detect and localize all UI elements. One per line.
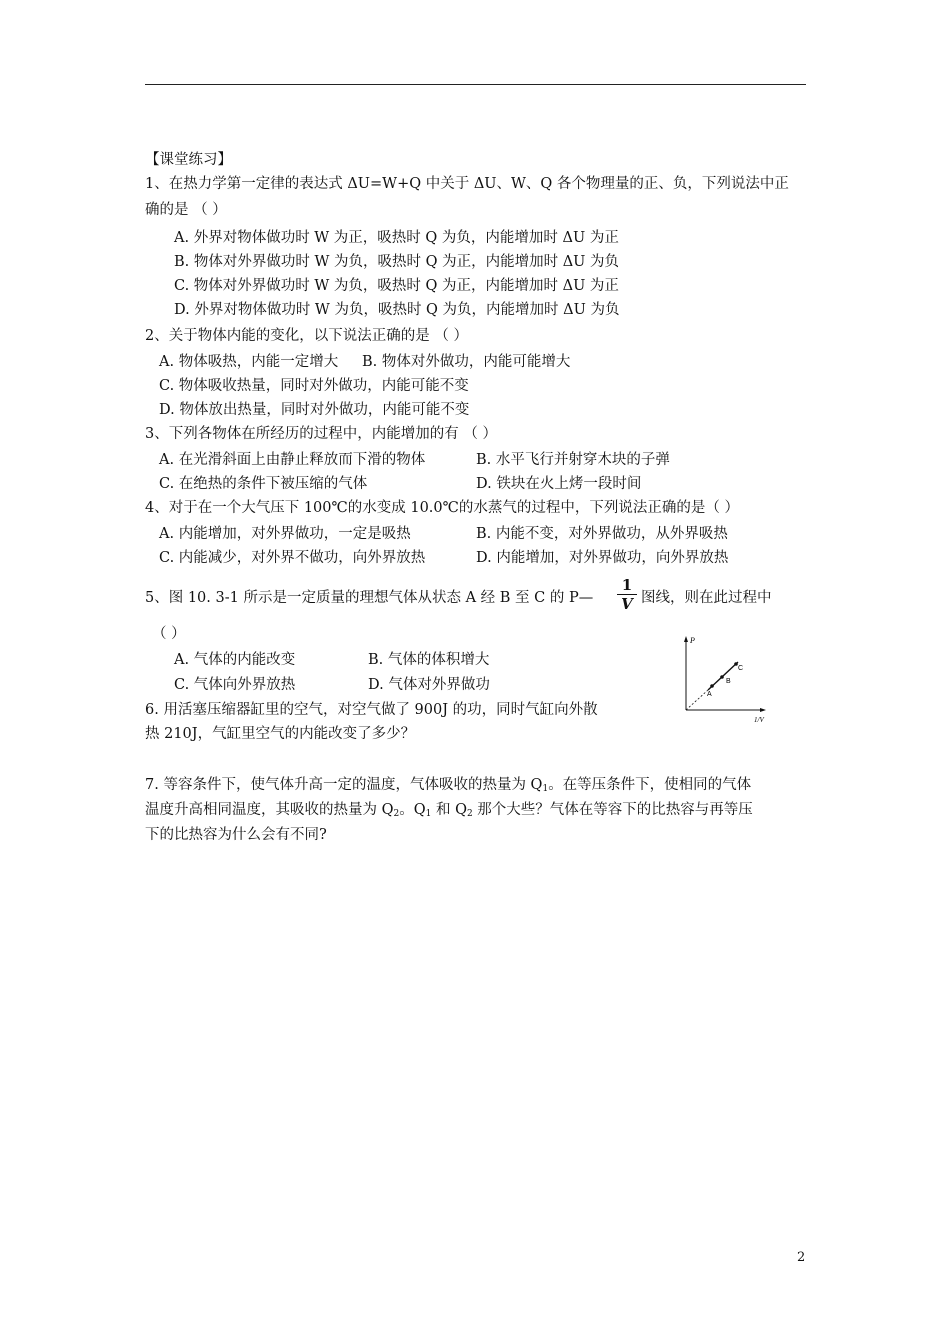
q5-option-a: A. 气体的内能改变: [174, 652, 296, 668]
q7-line3: 下的比热容为什么会有不同?: [145, 827, 327, 843]
q1-stem-line2: 确的是 （ ）: [145, 202, 227, 218]
q5-stem-after: 图线，则在此过程中: [641, 590, 772, 606]
section-title: 【课堂练习】: [145, 152, 232, 168]
q2-option-a: A. 物体吸热，内能一定增大: [159, 354, 339, 370]
fraction-numerator: 1: [617, 576, 637, 595]
q5-option-c: C. 气体向外界放热: [174, 677, 296, 693]
q2-option-b: B. 物体对外做功，内能可能增大: [362, 354, 571, 370]
x-axis-arrow: [760, 708, 766, 712]
point-b-label: B: [726, 678, 731, 685]
q2-stem: 2、关于物体内能的变化，以下说法正确的是 （ ）: [145, 328, 468, 344]
x-axis-label: 1/V: [754, 716, 764, 724]
q1-stem-line1: 1、在热力学第一定律的表达式 ΔU=W+Q 中关于 ΔU、W、Q 各个物理量的正、负，下列说法中正: [145, 176, 789, 192]
q4-option-a: A. 内能增加，对外界做功，一定是吸热: [159, 526, 411, 542]
q5-stem-before: 5、图 10. 3-1 所示是一定质量的理想气体从状态 A 经 B 至 C 的 P—: [145, 590, 594, 606]
q7-line2-text-c: 和 Q: [431, 802, 467, 818]
y-axis-label: P: [690, 636, 695, 645]
q3-stem: 3、下列各物体在所经历的过程中，内能增加的有 （ ）: [145, 426, 497, 442]
point-a: [710, 684, 714, 688]
q7-line1-subscript: 1: [542, 784, 549, 794]
q1-option-b: B. 物体对外界做功时 W 为负，吸热时 Q 为正，内能增加时 ΔU 为负: [174, 254, 620, 270]
q1-option-d: D. 外界对物体做功时 W 为负，吸热时 Q 为负，内能增加时 ΔU 为负: [174, 302, 620, 318]
q7-line1-text-a: 7. 等容条件下，使气体升高一定的温度，气体吸收的热量为 Q: [145, 777, 543, 793]
q3-option-d: D. 铁块在火上烤一段时间: [476, 476, 642, 492]
header-rule: [145, 84, 806, 85]
q6-line2: 热 210J，气缸里空气的内能改变了多少？: [145, 726, 416, 742]
q5-option-d: D. 气体对外界做功: [368, 677, 490, 693]
q3-option-c: C. 在绝热的条件下被压缩的气体: [159, 476, 368, 492]
q4-option-d: D. 内能增加，对外界做功，向外界放热: [476, 550, 729, 566]
q5-fraction: [617, 576, 637, 613]
q2-option-c: C. 物体吸收热量，同时对外做功，内能可能不变: [159, 378, 469, 394]
q2-option-d: D. 物体放出热量，同时对外做功，内能可能不变: [159, 402, 470, 418]
q4-option-c: C. 内能减少，对外界不做功，向外界放热: [159, 550, 426, 566]
q7-line1-text-b: 。在等压条件下，使相同的气体: [548, 777, 752, 793]
q7-line2: [145, 800, 753, 824]
q7-line2-subscript-1: 2: [393, 809, 400, 819]
q7-line2-subscript-2: 1: [425, 809, 432, 819]
y-axis-arrow: [684, 636, 688, 642]
q5-option-b: B. 气体的体积增大: [368, 652, 490, 668]
q5-bracket: （ ）: [152, 626, 186, 642]
p-v-graph: [676, 634, 776, 726]
q3-option-a: A. 在光滑斜面上由静止释放而下滑的物体: [159, 452, 426, 468]
q7-line1: [145, 775, 751, 799]
q7-line2-text-a: 温度升高相同温度，其吸收的热量为 Q: [145, 802, 394, 818]
point-a-label: A: [707, 691, 712, 698]
page-number: 2: [797, 1250, 806, 1265]
fraction-denominator: V: [621, 595, 633, 613]
q6-line1: 6. 用活塞压缩器缸里的空气，对空气做了 900J 的功，同时气缸向外散: [145, 702, 598, 718]
q3-option-b: B. 水平飞行并射穿木块的子弹: [476, 452, 670, 468]
q7-line2-text-d: 那个大些？气体在等容下的比热容与再等压: [472, 802, 753, 818]
q4-stem: 4、对于在一个大气压下 100℃的水变成 10.0℃的水蒸气的过程中，下列说法正确的是（ ）: [145, 500, 739, 516]
q1-option-c: C. 物体对外界做功时 W 为负，吸热时 Q 为正，内能增加时 ΔU 为正: [174, 278, 619, 294]
q7-line2-subscript-3: 2: [466, 809, 473, 819]
q7-line2-text-b: 。Q: [399, 802, 426, 818]
point-c-label: C: [738, 665, 744, 672]
point-b: [720, 675, 724, 679]
q4-option-b: B. 内能不变，对外界做功，从外界吸热: [476, 526, 728, 542]
q1-option-a: A. 外界对物体做功时 W 为正，吸热时 Q 为负，内能增加时 ΔU 为正: [174, 230, 619, 246]
dashed-extension: [686, 690, 708, 710]
